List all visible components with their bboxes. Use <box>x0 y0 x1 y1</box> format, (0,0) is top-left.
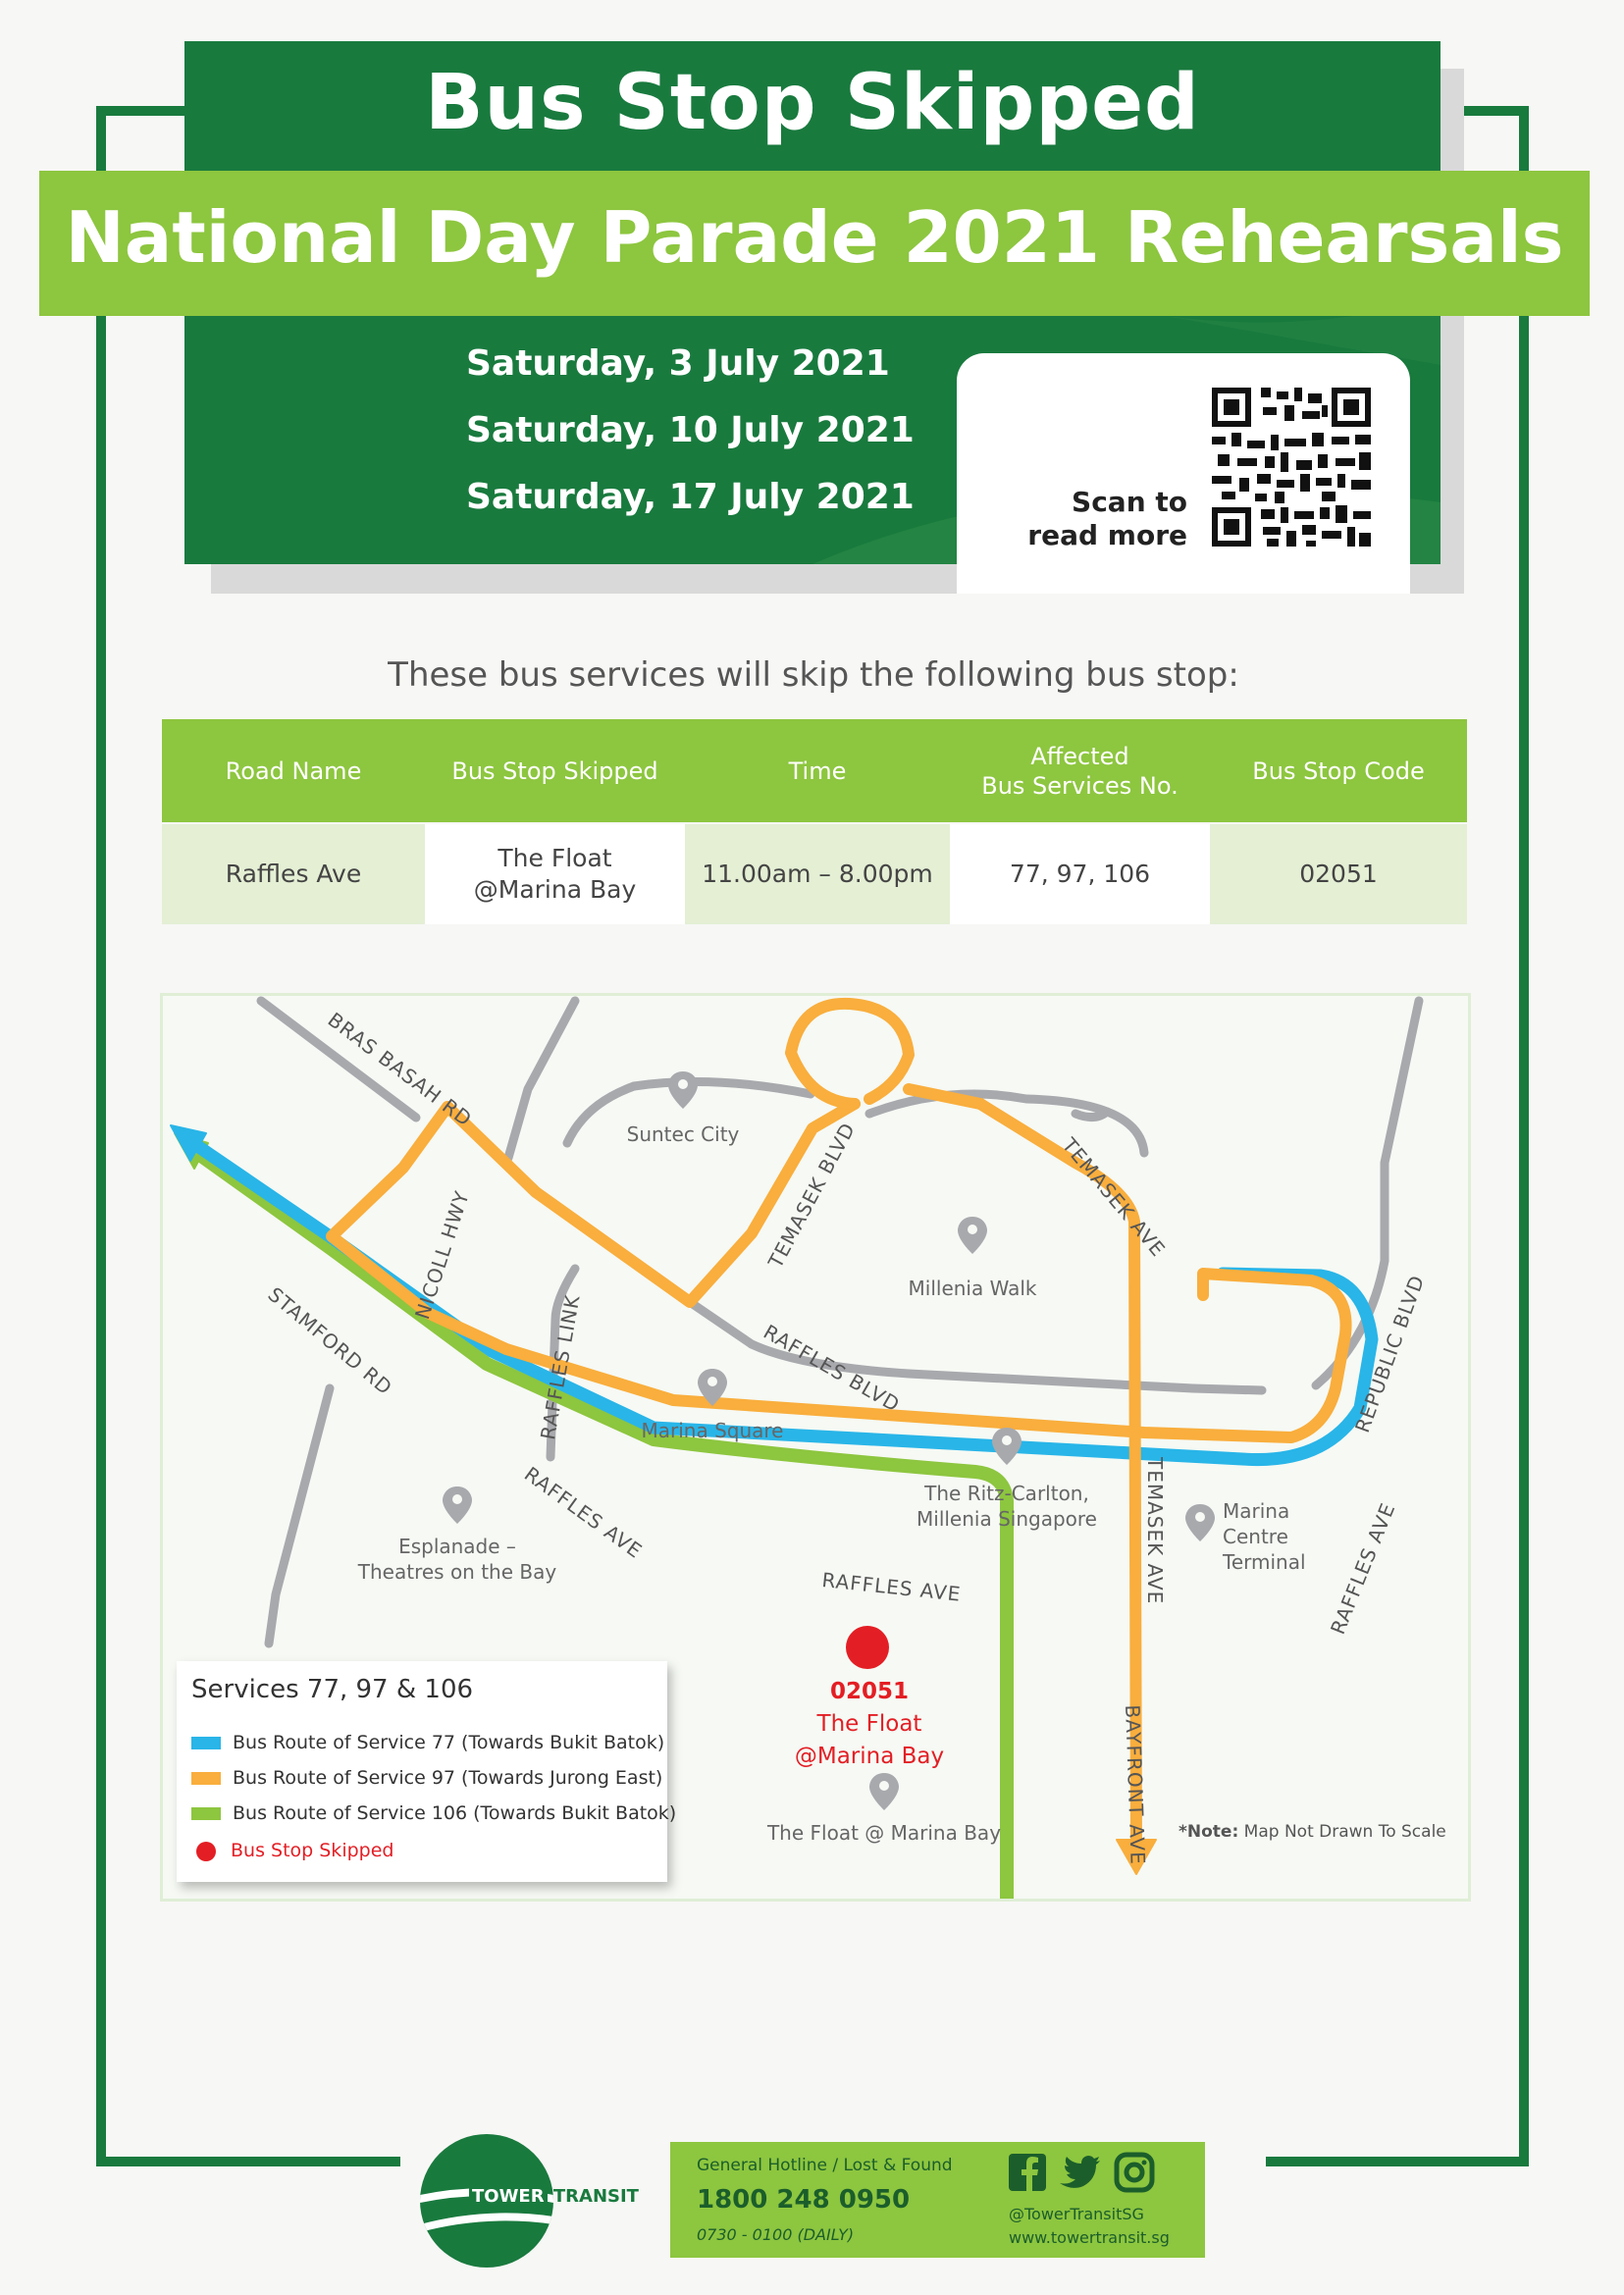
header-time: Time <box>685 719 950 823</box>
place-ritz-line2: Millenia Singapore <box>917 1507 1097 1531</box>
header-road-name: Road Name <box>162 719 425 823</box>
table-header-row <box>162 719 1467 823</box>
cell-road: Raffles Ave <box>162 823 425 924</box>
instagram-icon[interactable] <box>1117 2155 1152 2190</box>
social-icons <box>1009 2152 1156 2193</box>
qr-caption-line1: Scan to <box>1072 486 1187 518</box>
table-row <box>162 823 1467 924</box>
place-millenia-walk: Millenia Walk <box>908 1277 1037 1300</box>
hotline-hours: 0730 - 0100 (DAILY) <box>697 2225 855 2244</box>
legend-item-106 <box>191 1802 676 1824</box>
frame-right <box>1519 106 1529 2166</box>
place-marina-centre-line3: Terminal <box>1223 1550 1306 1574</box>
place-esplanade <box>335 1534 580 1585</box>
legend-label-97: Bus Route of Service 97 (Towards Jurong East) <box>233 1767 663 1789</box>
twitter-icon[interactable] <box>1060 2156 1100 2188</box>
legend-label-77: Bus Route of Service 77 (Towards Bukit Batok) <box>233 1732 665 1753</box>
label-temasek-ave-top: TEMASEK AVE <box>1057 1133 1171 1262</box>
hotline-number[interactable]: 1800 248 0950 <box>697 2185 911 2215</box>
bus-stop-table <box>162 719 1467 924</box>
label-raffles-link: RAFFLES LINK <box>536 1292 585 1442</box>
skipped-stop-name-line1: The Float <box>816 1711 922 1737</box>
hotline-label: General Hotline / Lost & Found <box>697 2156 953 2175</box>
legend-swatch-97 <box>191 1772 221 1785</box>
place-suntec: Suntec City <box>626 1122 740 1146</box>
cell-stop-line1: The Float <box>498 844 612 872</box>
header-bus-stop-skipped: Bus Stop Skipped <box>425 719 685 823</box>
qr-code-icon[interactable] <box>1212 388 1371 547</box>
legend-title: Services 77, 97 & 106 <box>191 1675 474 1704</box>
label-bayfront-ave: BAYFRONT AVE <box>1121 1704 1150 1866</box>
label-raffles-ave-2: RAFFLES AVE <box>820 1568 963 1606</box>
frame-bottom-left <box>96 2157 400 2166</box>
label-temasek-ave-mid: TEMASEK AVE <box>1143 1457 1167 1605</box>
date-3: Saturday, 17 July 2021 <box>466 477 915 517</box>
legend-label-skipped: Bus Stop Skipped <box>231 1840 394 1861</box>
label-temasek-blvd: TEMASEK BLVD <box>763 1118 861 1273</box>
route-97-loop <box>791 1004 909 1104</box>
legend-dot-skipped <box>196 1842 216 1861</box>
legend-swatch-106 <box>191 1807 221 1820</box>
header-affected-line2: Bus Services No. <box>981 771 1179 800</box>
header-affected-line1: Affected <box>1030 742 1129 770</box>
frame-bottom-right <box>1266 2157 1529 2166</box>
place-marina-centre-line2: Centre <box>1223 1525 1288 1548</box>
label-republic-blvd: REPUBLIC BLVD <box>1350 1272 1430 1436</box>
page-subtitle: National Day Parade 2021 Rehearsals <box>65 196 1564 279</box>
legend-swatch-77 <box>191 1737 221 1749</box>
skipped-stop-code: 02051 <box>829 1679 910 1704</box>
label-raffles-ave-1: RAFFLES AVE <box>519 1462 648 1564</box>
date-2: Saturday, 10 July 2021 <box>466 410 915 450</box>
label-raffles-blvd: RAFFLES BLVD <box>760 1320 905 1417</box>
qr-caption-line2: read more <box>1027 519 1187 551</box>
place-ritz-carlton <box>889 1481 1125 1532</box>
place-marina-centre <box>1223 1498 1331 1575</box>
map-note-text: Map Not Drawn To Scale <box>1243 1822 1446 1842</box>
qr-caption <box>1001 486 1187 552</box>
cell-services: 77, 97, 106 <box>950 823 1210 924</box>
legend-label-106: Bus Route of Service 106 (Towards Bukit Batok) <box>233 1802 677 1824</box>
cell-stop-line2: @Marina Bay <box>473 875 637 904</box>
cell-time: 11.00am – 8.00pm <box>685 823 950 924</box>
date-1: Saturday, 3 July 2021 <box>466 343 890 384</box>
header-bus-stop-code: Bus Stop Code <box>1210 719 1467 823</box>
website-link[interactable]: www.towertransit.sg <box>1009 2228 1170 2247</box>
legend-item-skipped <box>191 1840 393 1861</box>
frame-top-left <box>96 106 194 116</box>
cell-stop <box>425 823 685 924</box>
social-handle[interactable]: @TowerTransitSG <box>1009 2205 1144 2223</box>
label-stamford-rd: STAMFORD RD <box>263 1282 397 1400</box>
contact-box <box>670 2142 1205 2258</box>
facebook-icon[interactable] <box>1009 2154 1046 2191</box>
place-marina-square: Marina Square <box>641 1419 784 1442</box>
skipped-stop-marker <box>846 1626 889 1669</box>
place-ritz-line1: The Ritz-Carlton, <box>924 1482 1089 1505</box>
place-esplanade-line1: Esplanade – <box>398 1535 516 1558</box>
skipped-stop-label <box>766 1676 972 1773</box>
legend-item-77 <box>191 1732 664 1753</box>
map-legend <box>177 1661 677 1882</box>
cell-code: 02051 <box>1210 823 1467 924</box>
logo-word-tower: TOWER <box>469 2186 548 2207</box>
label-raffles-ave-3: RAFFLES AVE <box>1326 1499 1400 1638</box>
place-marina-centre-line1: Marina <box>1223 1499 1290 1523</box>
page-title: Bus Stop Skipped <box>425 59 1200 147</box>
legend-item-97 <box>191 1767 662 1789</box>
skipped-stop-name-line2: @Marina Bay <box>794 1744 945 1769</box>
map-note-prefix: *Note: <box>1179 1822 1239 1842</box>
label-nicoll-hwy: NICOLL HWY <box>410 1187 474 1323</box>
place-the-float: The Float @ Marina Bay <box>766 1821 1002 1845</box>
intro-text: These bus services will skip the following bus stop: <box>388 655 1239 695</box>
label-bras-basah: BRAS BASAH RD <box>323 1008 477 1131</box>
map-note <box>1179 1822 1446 1842</box>
header-affected-services <box>950 719 1210 823</box>
logo-wordmark <box>469 2186 639 2207</box>
logo-word-transit: TRANSIT <box>552 2186 639 2207</box>
frame-left <box>96 106 106 2166</box>
place-esplanade-line2: Theatres on the Bay <box>357 1560 557 1584</box>
